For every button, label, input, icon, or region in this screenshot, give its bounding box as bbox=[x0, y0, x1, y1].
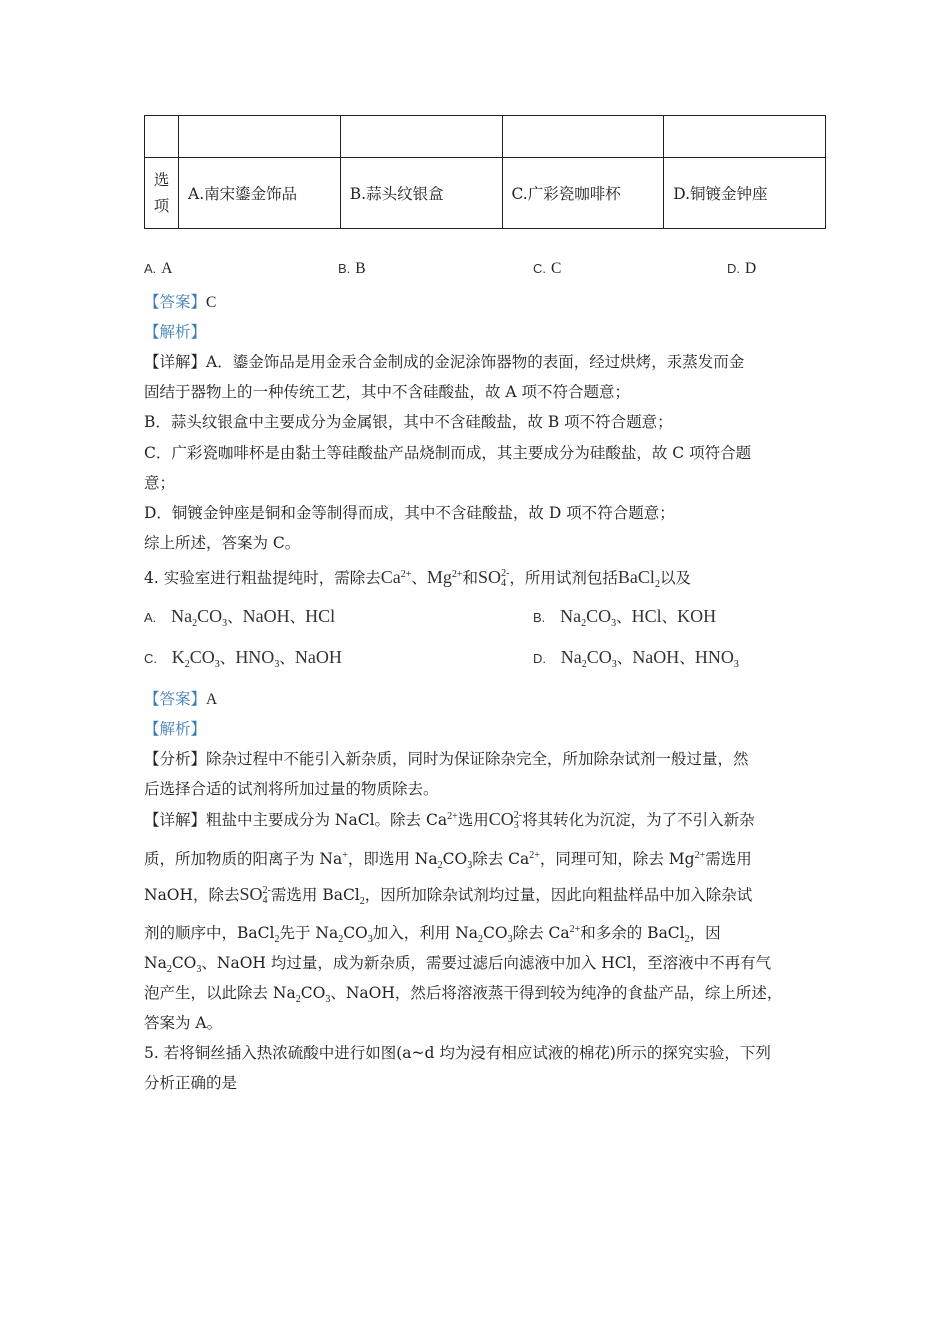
q4-analysis-line: 后选择合适的试剂将所加过量的物质除去。 bbox=[144, 780, 439, 798]
q3-detail-line: 固结于器物上的一种传统工艺，其中不含硅酸盐，故 A 项不符合题意； bbox=[144, 383, 631, 401]
table-header-cell bbox=[145, 158, 179, 229]
table-option-c: C.广彩瓷咖啡杯 bbox=[502, 158, 664, 229]
table-cell bbox=[502, 116, 664, 158]
q3-choice-c: C. C bbox=[533, 260, 562, 277]
q3-choice-d: D. D bbox=[727, 260, 757, 277]
q3-analysis-tag: 【解析】 bbox=[144, 323, 207, 341]
q4-detail-line: 剂的顺序中，BaCl$_2$先于 $Na_2CO_3$加入，利用 $Na_2CO_3$除去 $Ca^{2+}$和多余的 BaCl$_2$，因 bbox=[144, 923, 721, 946]
q4-detail-line: 泡产生，以此除去 $Na_2CO_3$、NaOH，然后将溶液蒸干得到较为纯净的食盐产品，综上所述， bbox=[144, 984, 783, 1006]
q4-detail-line: 【详解】粗盐中主要成分为 NaCl。除去 $Ca^{2+}$选用CO 2- 3 将其转化为沉淀，为了不引入新杂 bbox=[144, 809, 755, 831]
table-cell bbox=[664, 116, 826, 158]
header-label: 选项 bbox=[153, 171, 170, 215]
q4-analysis-tag: 【解析】 bbox=[144, 720, 207, 738]
table-cell bbox=[145, 116, 179, 158]
table-option-b: B.蒜头纹银盒 bbox=[340, 158, 502, 229]
q5-stem-line: 分析正确的是 bbox=[144, 1074, 238, 1092]
q4-stem: 4. 实验室进行粗盐提纯时，需除去$Ca^{2+}$、$Mg^{2+}$和SO 2- 4 ，所用试剂包括BaCl$_2$以及 bbox=[144, 567, 691, 591]
q4-option-c: C. $K_2CO_3$、$HNO_3$、NaOH bbox=[144, 647, 342, 671]
q3-choice-a: A. A bbox=[144, 260, 173, 277]
q4-conclusion: 答案为 A。 bbox=[144, 1014, 223, 1032]
q3-detail-line: D．铜镀金钟座是铜和金等制得而成，其中不含硅酸盐，故 D 项不符合题意； bbox=[144, 504, 675, 522]
q3-choice-b: B. B bbox=[338, 260, 366, 277]
q4-option-d: D. $Na_2CO_3$、NaOH、$HNO_3$ bbox=[533, 647, 739, 671]
q4-option-b: B. $Na_2CO_3$、HCl、KOH bbox=[533, 606, 717, 630]
q4-detail-line: $Na_2CO_3$、NaOH 均过量，成为新杂质，需要过滤后向滤液中加入 HCl，至溶液中不再有气 bbox=[144, 954, 772, 976]
q5-stem-line: 5. 若将铜丝插入热浓硫酸中进行如图(a~d 均为浸有相应试液的棉花)所示的探究实验，下列 bbox=[144, 1044, 771, 1062]
q3-detail-line: 意； bbox=[144, 474, 176, 492]
q3-answer: 【答案】C bbox=[144, 293, 217, 311]
q3-detail-line: B．蒜头纹银盒中主要成分为金属银，其中不含硅酸盐，故 B 项不符合题意； bbox=[144, 413, 673, 431]
q3-detail-line: 【详解】A．鎏金饰品是用金汞合金制成的金泥涂饰器物的表面，经过烘烤，汞蒸发而金 bbox=[144, 353, 745, 371]
q3-detail-line: C．广彩瓷咖啡杯是由黏土等硅酸盐产品烧制而成，其主要成分为硅酸盐，故 C 项符合题 bbox=[144, 444, 752, 462]
q4-detail-line: NaOH，除去SO 2- 4 需选用 BaCl$_2$，因所加除杂试剂均过量，因此向粗盐样品中加入除杂试 bbox=[144, 884, 753, 908]
q4-analysis-line: 【分析】除杂过程中不能引入新杂质，同时为保证除杂完全，所加除杂试剂一般过量，然 bbox=[144, 750, 749, 768]
q4-option-a: A. $Na_2CO_3$、NaOH、HCl bbox=[144, 606, 336, 630]
options-table bbox=[144, 115, 826, 229]
q4-answer: 【答案】A bbox=[144, 690, 218, 708]
q4-detail-line: 质，所加物质的阳离子为 Na+，即选用 $Na_2CO_3$除去 $Ca^{2+}$，同理可知，除去 $Mg^{2+}$需选用 bbox=[144, 849, 752, 872]
table-cell bbox=[340, 116, 502, 158]
table-cell bbox=[179, 116, 341, 158]
table-option-d: D.铜镀金钟座 bbox=[664, 158, 826, 229]
q3-conclusion: 综上所述，答案为 C。 bbox=[144, 534, 301, 552]
table-option-a: A.南宋鎏金饰品 bbox=[179, 158, 341, 229]
